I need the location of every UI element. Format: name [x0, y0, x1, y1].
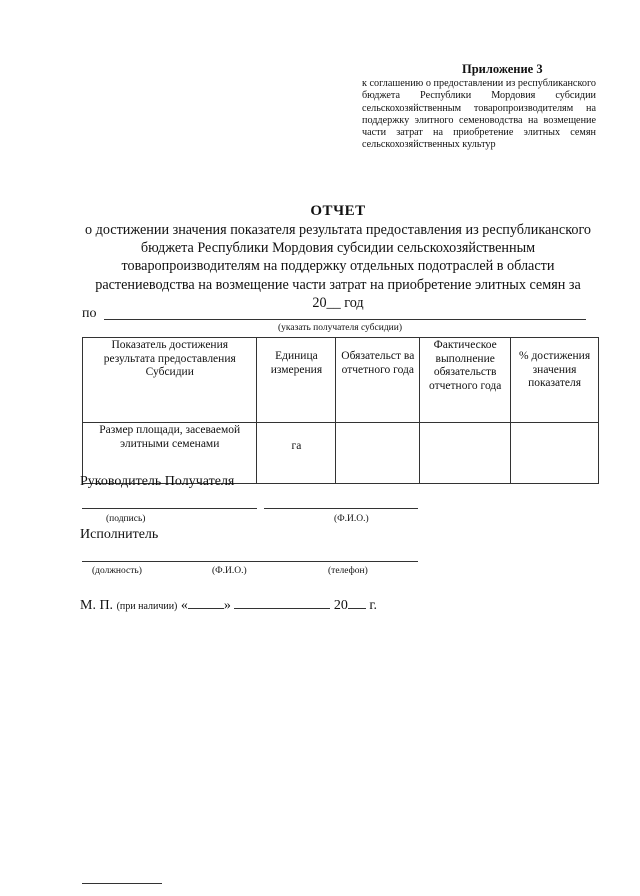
recipient-hint: (указать получателя субсидии): [277, 323, 402, 333]
head-name-line[interactable]: [264, 508, 418, 509]
table-cell-indicator: Размер площади, засеваемой элитными семенами: [83, 423, 257, 484]
table-header-obligation: Обязательст ва отчетного года: [336, 338, 420, 423]
stamp-date-row: [80, 598, 377, 614]
executor-line[interactable]: [82, 561, 418, 562]
table-header-row: [83, 338, 599, 423]
recipient-underline: [104, 319, 586, 320]
date-close-quote: »: [223, 598, 231, 613]
table-header-actual: Фактическое выполнение обязательств отчетного года: [420, 338, 511, 423]
table-header-unit: Единица измерения: [257, 338, 336, 423]
table-cell-percent[interactable]: [511, 423, 599, 484]
head-signature-line[interactable]: [82, 508, 257, 509]
head-name-hint: (Ф.И.О.): [334, 514, 369, 524]
date-year-suffix: г.: [369, 598, 378, 613]
table-cell-unit: га: [257, 423, 336, 484]
recipient-field[interactable]: [82, 303, 594, 323]
head-signature-hint: (подпись): [106, 514, 146, 524]
date-year-field[interactable]: [348, 608, 366, 609]
appendix-description: к соглашению о предоставлении из республиканского бюджета Республики Мордовия субсидии сельскохозяйственным товаропроизводителям на поддержку элитного семеноводства на возмещение части затрат на приобретение элитных семян сельскохозяйственных культур: [362, 78, 596, 151]
stamp-hint: (при наличии): [116, 601, 178, 612]
head-label: Руководитель Получателя: [80, 474, 235, 489]
footnote-separator: [82, 883, 162, 884]
report-title: ОТЧЕТ: [310, 203, 366, 219]
executor-phone-hint: (телефон): [328, 566, 368, 576]
table-cell-actual[interactable]: [420, 423, 511, 484]
date-month-field[interactable]: [234, 608, 330, 609]
date-open-quote: «: [180, 598, 188, 613]
report-table: [82, 337, 599, 484]
appendix-title: Приложение 3: [462, 62, 543, 76]
executor-name-hint: (Ф.И.О.): [212, 566, 247, 576]
date-day-field[interactable]: [188, 608, 224, 609]
recipient-label: по: [82, 306, 97, 321]
executor-label: Исполнитель: [80, 527, 159, 542]
stamp-label: М. П.: [80, 598, 114, 613]
table-header-percent: % достижения значения показателя: [511, 338, 599, 423]
report-subtitle: о достижении значения показателя результата предоставления из республиканского бюджета Республики Мордовия субсидии сельскохозяйственным товаропроизводителям на поддержку отдельных подотраслей в области растениеводства на возмещение части затрат на приобретение элитных семян за 20__ год: [84, 222, 592, 311]
table-header-indicator: Показатель достижения результата предоставления Субсидии: [83, 338, 257, 423]
table-cell-obligation[interactable]: [336, 423, 420, 484]
date-year-prefix: 20: [333, 598, 348, 613]
executor-position-hint: (должность): [92, 566, 142, 576]
